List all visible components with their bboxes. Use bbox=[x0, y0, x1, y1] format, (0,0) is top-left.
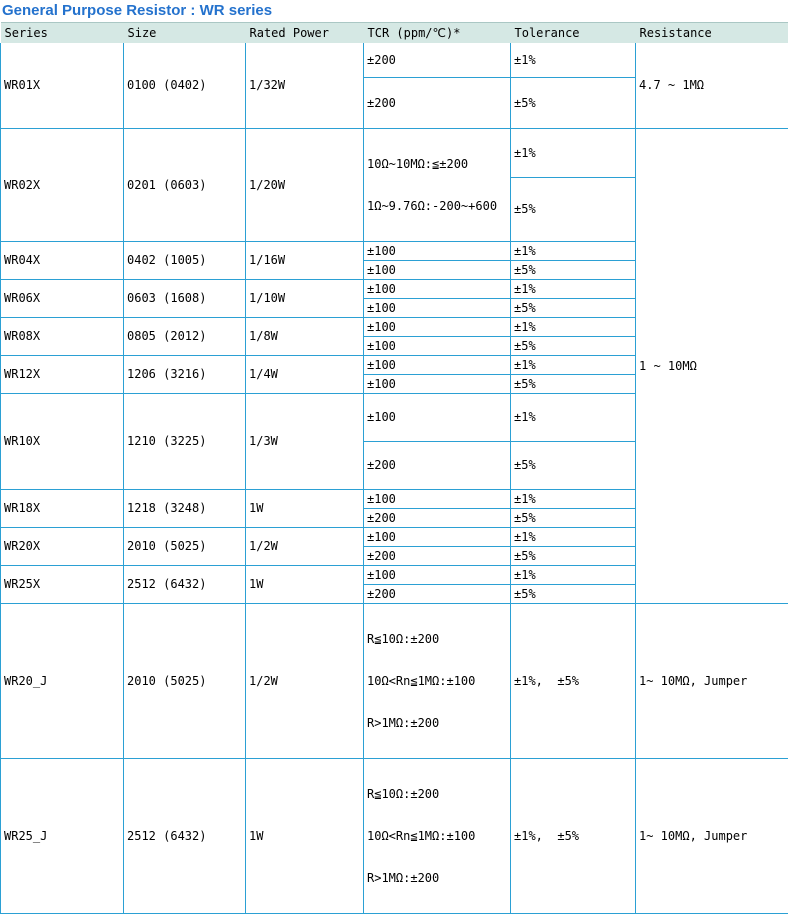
cell-tcr bbox=[364, 758, 511, 913]
cell-tolerance: ±1% bbox=[511, 241, 636, 260]
cell-resistance: 4.7 ~ 1MΩ bbox=[636, 43, 788, 128]
tcr-line: 10Ω<Rn≦1MΩ:±100 bbox=[367, 829, 508, 843]
cell-series: WR04X bbox=[1, 241, 124, 279]
header-tolerance: Tolerance bbox=[511, 23, 636, 44]
cell-size: 2010 (5025) bbox=[124, 603, 246, 758]
cell-rated-power: 1/3W bbox=[246, 393, 364, 489]
cell-tolerance: ±5% bbox=[511, 584, 636, 603]
cell-tolerance: ±1% bbox=[511, 527, 636, 546]
cell-series: WR08X bbox=[1, 317, 124, 355]
cell-tolerance: ±5% bbox=[511, 77, 636, 128]
cell-size: 1210 (3225) bbox=[124, 393, 246, 489]
table-row-wr01x bbox=[1, 43, 788, 77]
cell-size: 1218 (3248) bbox=[124, 489, 246, 527]
cell-tcr: ±100 bbox=[364, 279, 511, 298]
cell-series: WR12X bbox=[1, 355, 124, 393]
cell-tcr bbox=[364, 128, 511, 241]
table-row-wr25j bbox=[1, 758, 788, 913]
cell-tcr: ±200 bbox=[364, 441, 511, 489]
cell-size: 2512 (6432) bbox=[124, 565, 246, 603]
cell-rated-power: 1/2W bbox=[246, 527, 364, 565]
cell-series: WR25_J bbox=[1, 758, 124, 913]
cell-tcr: ±200 bbox=[364, 584, 511, 603]
cell-series: WR20_J bbox=[1, 603, 124, 758]
cell-tcr: ±100 bbox=[364, 565, 511, 584]
page-title: General Purpose Resistor : WR series bbox=[0, 0, 788, 22]
header-tcr: TCR (ppm/℃)* bbox=[364, 23, 511, 44]
cell-tolerance: ±5% bbox=[511, 336, 636, 355]
header-row bbox=[1, 23, 788, 44]
cell-tolerance: ±5% bbox=[511, 508, 636, 527]
cell-rated-power: 1W bbox=[246, 758, 364, 913]
cell-tolerance: ±5% bbox=[511, 298, 636, 317]
cell-tcr: ±100 bbox=[364, 527, 511, 546]
cell-rated-power: 1/20W bbox=[246, 128, 364, 241]
tcr-line: 10Ω<Rn≦1MΩ:±100 bbox=[367, 674, 508, 688]
cell-tolerance: ±1% bbox=[511, 489, 636, 508]
cell-tcr: ±100 bbox=[364, 374, 511, 393]
cell-tcr: ±100 bbox=[364, 317, 511, 336]
cell-tolerance: ±1% bbox=[511, 43, 636, 77]
cell-series: WR01X bbox=[1, 43, 124, 128]
cell-size: 0603 (1608) bbox=[124, 279, 246, 317]
cell-tolerance: ±5% bbox=[511, 260, 636, 279]
cell-size: 0805 (2012) bbox=[124, 317, 246, 355]
cell-tcr: ±100 bbox=[364, 241, 511, 260]
cell-tolerance: ±1% bbox=[511, 279, 636, 298]
cell-tcr: ±200 bbox=[364, 546, 511, 565]
cell-tolerance: ±1% bbox=[511, 393, 636, 441]
cell-tolerance: ±5% bbox=[511, 374, 636, 393]
cell-series: WR20X bbox=[1, 527, 124, 565]
cell-series: WR18X bbox=[1, 489, 124, 527]
table-row-wr20j bbox=[1, 603, 788, 758]
tcr-line: R≦10Ω:±200 bbox=[367, 632, 508, 646]
cell-tcr: ±200 bbox=[364, 508, 511, 527]
header-size: Size bbox=[124, 23, 246, 44]
cell-series: WR06X bbox=[1, 279, 124, 317]
cell-tcr: ±100 bbox=[364, 260, 511, 279]
cell-series: WR02X bbox=[1, 128, 124, 241]
tcr-line: R>1MΩ:±200 bbox=[367, 871, 508, 885]
header-series: Series bbox=[1, 23, 124, 44]
resistor-spec-table bbox=[0, 22, 788, 914]
cell-tolerance: ±5% bbox=[511, 546, 636, 565]
header-rated-power: Rated Power bbox=[246, 23, 364, 44]
cell-tolerance: ±1%, ±5% bbox=[511, 758, 636, 913]
cell-tolerance: ±5% bbox=[511, 177, 636, 241]
cell-rated-power: 1/4W bbox=[246, 355, 364, 393]
cell-size: 0100 (0402) bbox=[124, 43, 246, 128]
cell-rated-power: 1/2W bbox=[246, 603, 364, 758]
header-resistance: Resistance bbox=[636, 23, 788, 44]
cell-tolerance: ±5% bbox=[511, 441, 636, 489]
cell-series: WR10X bbox=[1, 393, 124, 489]
cell-size: 0402 (1005) bbox=[124, 241, 246, 279]
cell-size: 1206 (3216) bbox=[124, 355, 246, 393]
cell-resistance: 1~ 10MΩ, Jumper bbox=[636, 603, 788, 758]
cell-rated-power: 1W bbox=[246, 565, 364, 603]
tcr-line: 1Ω~9.76Ω:-200~+600 bbox=[367, 199, 508, 213]
cell-tcr: ±200 bbox=[364, 43, 511, 77]
cell-tcr: ±200 bbox=[364, 77, 511, 128]
tcr-line: R≦10Ω:±200 bbox=[367, 787, 508, 801]
cell-tolerance: ±1% bbox=[511, 355, 636, 374]
cell-tcr: ±100 bbox=[364, 355, 511, 374]
cell-tcr: ±100 bbox=[364, 393, 511, 441]
cell-tolerance: ±1% bbox=[511, 128, 636, 177]
cell-rated-power: 1/16W bbox=[246, 241, 364, 279]
tcr-line: R>1MΩ:±200 bbox=[367, 716, 508, 730]
cell-tcr: ±100 bbox=[364, 336, 511, 355]
cell-rated-power: 1/10W bbox=[246, 279, 364, 317]
cell-resistance-merged: 1 ~ 10MΩ bbox=[636, 128, 788, 603]
tcr-line: 10Ω~10MΩ:≦±200 bbox=[367, 157, 508, 171]
cell-tcr: ±100 bbox=[364, 489, 511, 508]
cell-tolerance: ±1% bbox=[511, 565, 636, 584]
cell-rated-power: 1/32W bbox=[246, 43, 364, 128]
cell-size: 2010 (5025) bbox=[124, 527, 246, 565]
cell-tolerance: ±1%, ±5% bbox=[511, 603, 636, 758]
cell-rated-power: 1/8W bbox=[246, 317, 364, 355]
cell-tcr: ±100 bbox=[364, 298, 511, 317]
cell-tolerance: ±1% bbox=[511, 317, 636, 336]
cell-rated-power: 1W bbox=[246, 489, 364, 527]
cell-tcr bbox=[364, 603, 511, 758]
table-row-wr02x bbox=[1, 128, 788, 177]
cell-size: 0201 (0603) bbox=[124, 128, 246, 241]
cell-series: WR25X bbox=[1, 565, 124, 603]
cell-size: 2512 (6432) bbox=[124, 758, 246, 913]
cell-resistance: 1~ 10MΩ, Jumper bbox=[636, 758, 788, 913]
